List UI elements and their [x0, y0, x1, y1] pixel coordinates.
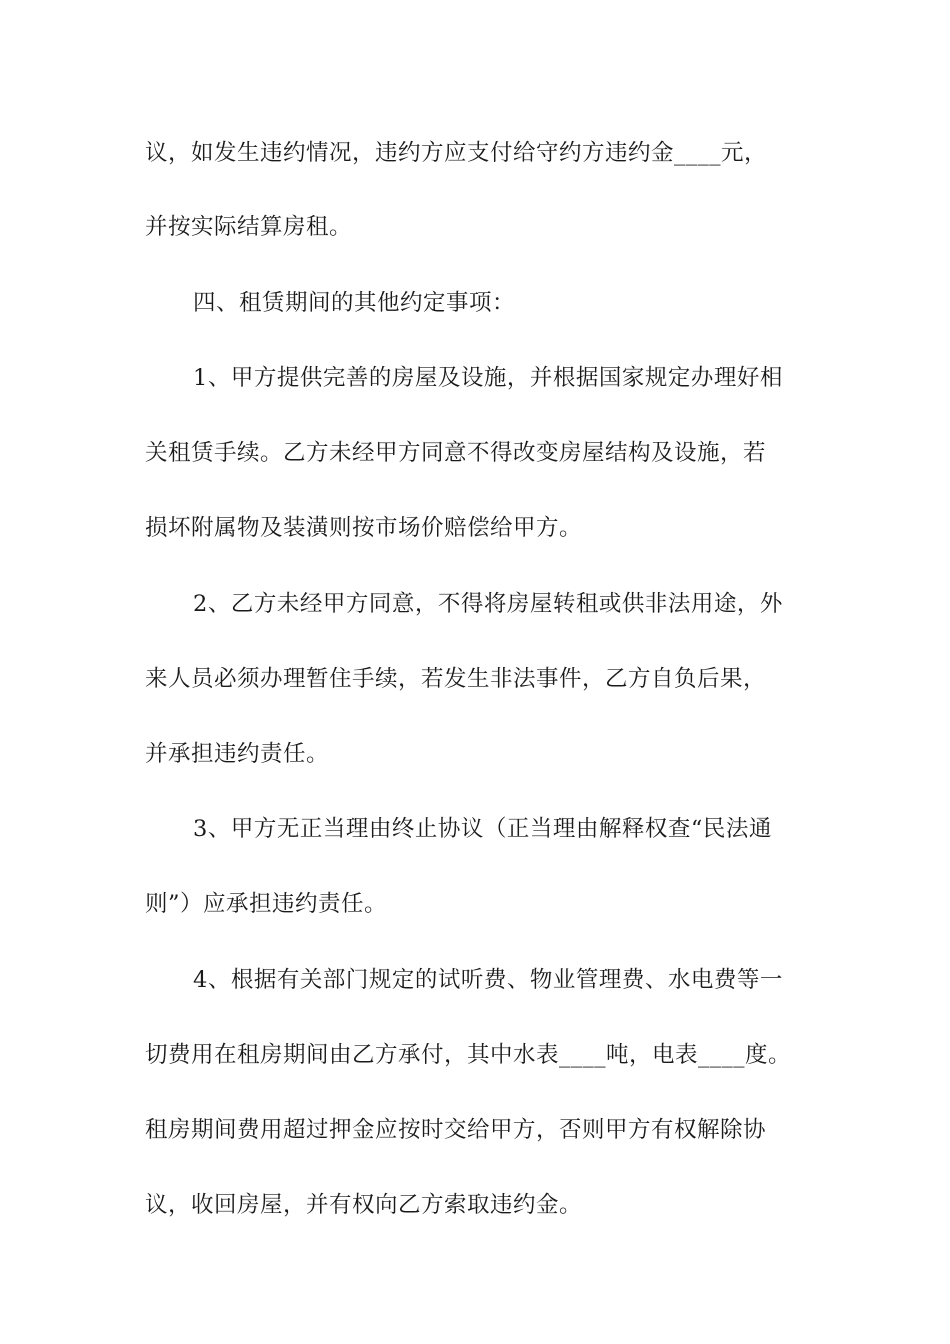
clause-3-line-2: 则”）应承担违约责任。	[145, 891, 388, 917]
section-heading-4: 四、租赁期间的其他约定事项：	[193, 290, 516, 316]
clause-2-line-2: 来人员必须办理暂住手续，若发生非法事件，乙方自负后果，	[145, 666, 767, 692]
clause-3-line-1: 3、甲方无正当理由终止协议（正当理由解释权查“民法通	[193, 816, 772, 842]
clause-2-line-1: 2、乙方未经甲方同意，不得将房屋转租或供非法用途，外	[193, 591, 783, 617]
clause-4-line-1: 4、根据有关部门规定的试听费、物业管理费、水电费等一	[193, 967, 783, 993]
clause-4-line-4: 议，收回房屋，并有权向乙方索取违约金。	[145, 1192, 583, 1218]
clause-2-line-3: 并承担违约责任。	[145, 741, 330, 767]
clause-1-line-1: 1、甲方提供完善的房屋及设施，并根据国家规定办理好相	[193, 365, 783, 391]
text-line-2: 并按实际结算房租。	[145, 214, 353, 240]
clause-1-line-2: 关租赁手续。乙方未经甲方同意不得改变房屋结构及设施，若	[145, 440, 767, 466]
clause-4-line-2: 切费用在租房期间由乙方承付，其中水表____吨，电表____度。	[145, 1042, 792, 1068]
clause-4-line-3: 租房期间费用超过押金应按时交给甲方，否则甲方有权解除协	[145, 1117, 767, 1143]
text-line-1: 议，如发生违约情况，违约方应支付给守约方违约金____元，	[145, 140, 768, 166]
clause-1-line-3: 损坏附属物及装潢则按市场价赔偿给甲方。	[145, 515, 583, 541]
